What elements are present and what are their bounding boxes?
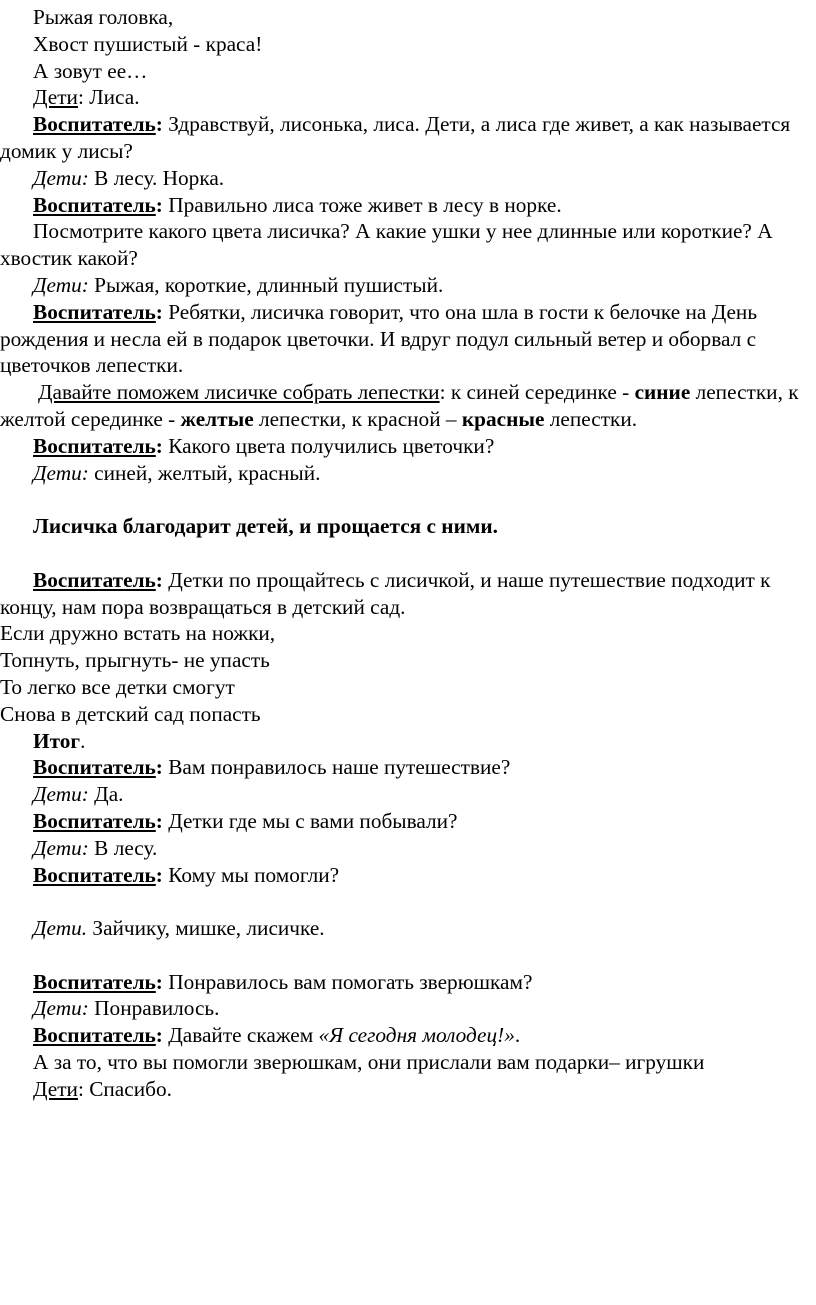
paragraph-text: Спасибо. xyxy=(83,1076,172,1101)
paragraph-text: Посмотрите какого цвета лисичка? А какие ушки у нее длинные или короткие? А хвостик какой? xyxy=(0,219,773,271)
paragraph xyxy=(0,567,812,621)
paragraph-text: А за то, что вы помогли зверюшкам, они прислали вам подарки– игрушки xyxy=(33,1050,705,1075)
paragraph xyxy=(0,620,812,647)
paragraph xyxy=(0,513,812,540)
paragraph-text: . xyxy=(514,1023,521,1048)
speaker-colon: : xyxy=(155,299,163,324)
speaker-label: Дети: xyxy=(33,272,89,297)
paragraph-text: Хвост пушистый - краса! xyxy=(33,31,263,56)
speaker-label: Воспитатель xyxy=(33,808,156,833)
speaker-label: Дети xyxy=(33,85,78,110)
speaker-colon: : xyxy=(77,85,84,110)
paragraph-text: : к синей серединке - xyxy=(439,380,635,405)
paragraph-text: Детки по прощайтесь с лисичкой, и наше путешествие подходит к концу, нам пора возвращаться в детский сад. xyxy=(0,567,771,619)
speaker-label: Воспитатель xyxy=(33,112,156,137)
paragraph-text: В лесу. xyxy=(88,835,158,860)
paragraph-text: лепестки, к красной – xyxy=(253,406,462,431)
speaker-colon: : xyxy=(155,112,163,137)
paragraph xyxy=(0,31,812,58)
paragraph xyxy=(0,84,812,111)
paragraph-text: лепестки. xyxy=(544,406,638,431)
paragraph-text: Рыжая, короткие, длинный пушистый. xyxy=(88,272,444,297)
speaker-label: Воспитатель xyxy=(33,755,156,780)
speaker-label: Воспитатель xyxy=(33,1023,156,1048)
paragraph-text: Топнуть, прыгнуть- не упасть xyxy=(0,648,270,673)
paragraph-text: Детки где мы с вами побывали? xyxy=(162,808,458,833)
paragraph-text: Снова в детский сад попасть xyxy=(0,701,261,726)
paragraph xyxy=(0,299,812,379)
speaker-colon: : xyxy=(155,567,163,592)
paragraph-text: Зайчику, мишке, лисичке. xyxy=(87,916,325,941)
section-heading: Лисичка благодарит детей, и прощается с ними. xyxy=(33,514,498,539)
speaker-colon: : xyxy=(155,862,163,887)
paragraph-text: Здравствуй, лисонька, лиса. Дети, а лиса где живет, а как называется домик у лисы? xyxy=(0,112,791,163)
paragraph-text: Да. xyxy=(88,782,124,807)
speaker-label: Дети. xyxy=(33,916,88,941)
emphasis-text: желтые xyxy=(180,406,254,431)
speaker-label: Дети xyxy=(33,1076,78,1101)
paragraph-text: Кому мы помогли? xyxy=(162,862,340,887)
paragraph xyxy=(0,647,812,674)
paragraph xyxy=(0,808,812,835)
paragraph-text: То легко все детки смогут xyxy=(0,674,235,699)
task-instruction: Давайте поможем лисичке собрать лепестки xyxy=(38,380,440,405)
paragraph-text: Давайте скажем xyxy=(162,1023,319,1048)
paragraph xyxy=(0,111,812,165)
paragraph xyxy=(0,433,812,460)
paragraph xyxy=(0,218,812,272)
paragraph xyxy=(0,995,812,1022)
paragraph-text: Какого цвета получились цветочки? xyxy=(162,433,495,458)
paragraph xyxy=(0,862,812,889)
speaker-label: Дети: xyxy=(33,835,89,860)
quote-text: «Я сегодня молодец!» xyxy=(318,1023,515,1048)
speaker-label: Дети: xyxy=(33,996,89,1021)
emphasis-text: красные xyxy=(461,406,545,431)
paragraph xyxy=(0,272,812,299)
paragraph xyxy=(0,1022,812,1049)
paragraph-text: Если дружно встать на ножки, xyxy=(0,621,276,646)
paragraph xyxy=(0,4,812,31)
paragraph-text: Понравилось вам помогать зверюшкам? xyxy=(162,969,533,994)
paragraph xyxy=(0,58,812,85)
paragraph xyxy=(0,781,812,808)
speaker-label: Дети: xyxy=(33,782,89,807)
speaker-label: Воспитатель xyxy=(33,862,156,887)
speaker-colon: : xyxy=(155,755,163,780)
speaker-colon: : xyxy=(155,433,163,458)
paragraph xyxy=(0,460,812,487)
paragraph xyxy=(0,728,812,755)
paragraph-text: Понравилось. xyxy=(88,996,220,1021)
paragraph xyxy=(0,192,812,219)
emphasis-text: синие xyxy=(634,380,691,405)
speaker-colon: : xyxy=(155,969,163,994)
summary-label: Итог xyxy=(33,728,81,753)
paragraph-text: . xyxy=(80,728,86,753)
speaker-label: Дети: xyxy=(33,165,89,190)
paragraph-text: Ребятки, лисичка говорит, что она шла в гости к белочке на День рождения и несла ей в подарок цветочки. И вдруг подул сильный ветер и оборвал с цветочков лепестки. xyxy=(0,299,758,378)
speaker-colon: : xyxy=(155,192,163,217)
paragraph xyxy=(0,379,812,433)
paragraph-text: синей, желтый, красный. xyxy=(88,460,321,485)
paragraph-text: Лиса. xyxy=(83,85,140,110)
paragraph-text: лепестки, к желтой серединке - xyxy=(0,380,799,431)
paragraph xyxy=(0,915,812,942)
speaker-colon: : xyxy=(155,1023,163,1048)
paragraph-text: А зовут ее… xyxy=(33,58,148,83)
speaker-label: Воспитатель xyxy=(33,299,156,324)
paragraph xyxy=(0,754,812,781)
speaker-label: Воспитатель xyxy=(33,433,156,458)
paragraph-text: Вам понравилось наше путешествие? xyxy=(162,755,511,780)
speaker-label: Воспитатель xyxy=(33,192,156,217)
paragraph-text: Рыжая головка, xyxy=(33,5,174,29)
speaker-colon: : xyxy=(155,808,163,833)
paragraph-text: Правильно лиса тоже живет в лесу в норке. xyxy=(162,192,562,217)
paragraph xyxy=(0,1076,812,1103)
speaker-label: Воспитатель xyxy=(33,567,156,592)
paragraph xyxy=(0,969,812,996)
speaker-label: Дети: xyxy=(33,460,89,485)
paragraph xyxy=(0,835,812,862)
paragraph xyxy=(0,165,812,192)
speaker-colon: : xyxy=(77,1076,84,1101)
paragraph xyxy=(0,701,812,728)
paragraph xyxy=(0,674,812,701)
speaker-label: Воспитатель xyxy=(33,969,156,994)
paragraph xyxy=(0,1049,812,1076)
paragraph-text: В лесу. Норка. xyxy=(88,165,225,190)
